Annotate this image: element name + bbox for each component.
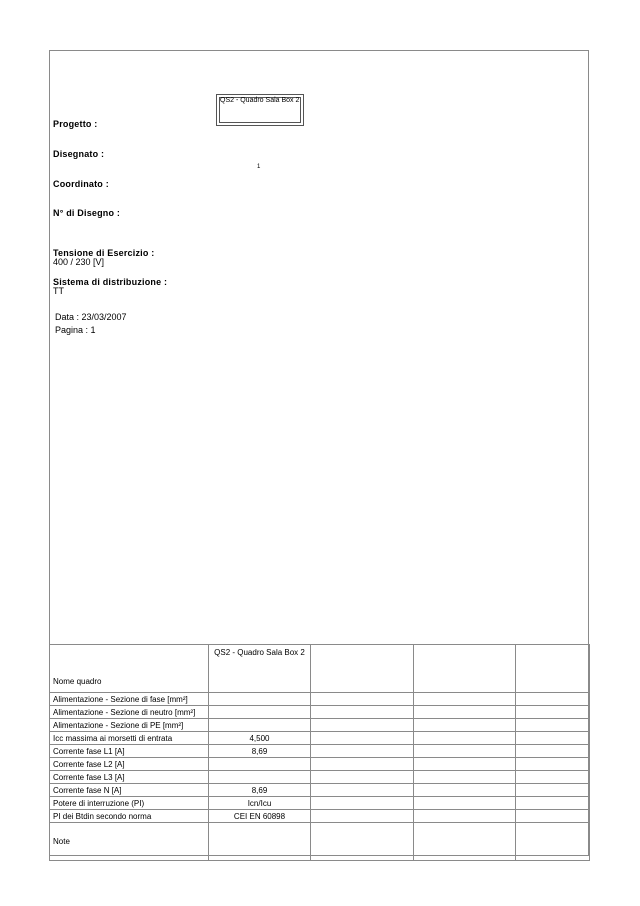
table-row [50, 719, 590, 732]
row-label: Corrente fase L2 [A] [50, 758, 209, 771]
empty-column-4 [516, 645, 590, 693]
empty-column-2 [311, 645, 414, 693]
sheet-number: 1 [257, 164, 261, 170]
row-label: Corrente fase L3 [A] [50, 771, 209, 784]
row-value: 4,500 [209, 732, 311, 745]
quadro-title-box [216, 94, 304, 126]
row-value: Icn/Icu [209, 797, 311, 810]
row-value [209, 706, 311, 719]
coordinato-label: Coordinato : [53, 179, 109, 189]
row-label: Icc massima ai morsetti di entrata [50, 732, 209, 745]
row-label: Corrente fase L1 [A] [50, 745, 209, 758]
empty-column-3 [414, 645, 516, 693]
table-row [50, 693, 590, 706]
sistema-value: TT [53, 286, 64, 296]
row-label: Potere di interruzione (PI) [50, 797, 209, 810]
pagina-field: Pagina : 1 [55, 325, 96, 335]
table-row [50, 771, 590, 784]
sistema-label: Sistema di distribuzione : [53, 277, 168, 287]
row-value [209, 758, 311, 771]
table-row [50, 745, 590, 758]
row-value: CEI EN 60898 [209, 810, 311, 823]
nome-quadro-label: Nome quadro [50, 645, 209, 693]
row-value: 8,69 [209, 784, 311, 797]
table-header-row [50, 645, 590, 693]
row-value [209, 719, 311, 732]
tensione-value: 400 / 230 [V] [53, 257, 105, 267]
table-row [50, 797, 590, 810]
note-row [50, 823, 590, 861]
tensione-label: Tensione di Esercizio : [53, 248, 155, 258]
row-label: Alimentazione - Sezione di PE [mm²] [50, 719, 209, 732]
quadro-data-table [49, 644, 590, 861]
table-row [50, 810, 590, 823]
row-label: Alimentazione - Sezione di fase [mm²] [50, 693, 209, 706]
table-row [50, 758, 590, 771]
row-value [209, 771, 311, 784]
n-disegno-label: N° di Disegno : [53, 208, 121, 218]
progetto-label: Progetto : [53, 119, 98, 129]
row-value [209, 693, 311, 706]
note-label: Note [50, 823, 209, 861]
row-label: PI dei Btdin secondo norma [50, 810, 209, 823]
quadro-name-cell: QS2 - Quadro Sala Box 2 [209, 645, 311, 693]
data-field: Data : 23/03/2007 [55, 312, 127, 322]
table-row [50, 732, 590, 745]
row-value: 8,69 [209, 745, 311, 758]
row-label: Corrente fase N [A] [50, 784, 209, 797]
row-label: Alimentazione - Sezione di neutro [mm²] [50, 706, 209, 719]
quadro-title: QS2 - Quadro Sala Box 2 [220, 97, 300, 104]
disegnato-label: Disegnato : [53, 149, 105, 159]
table-row [50, 784, 590, 797]
table-row [50, 706, 590, 719]
